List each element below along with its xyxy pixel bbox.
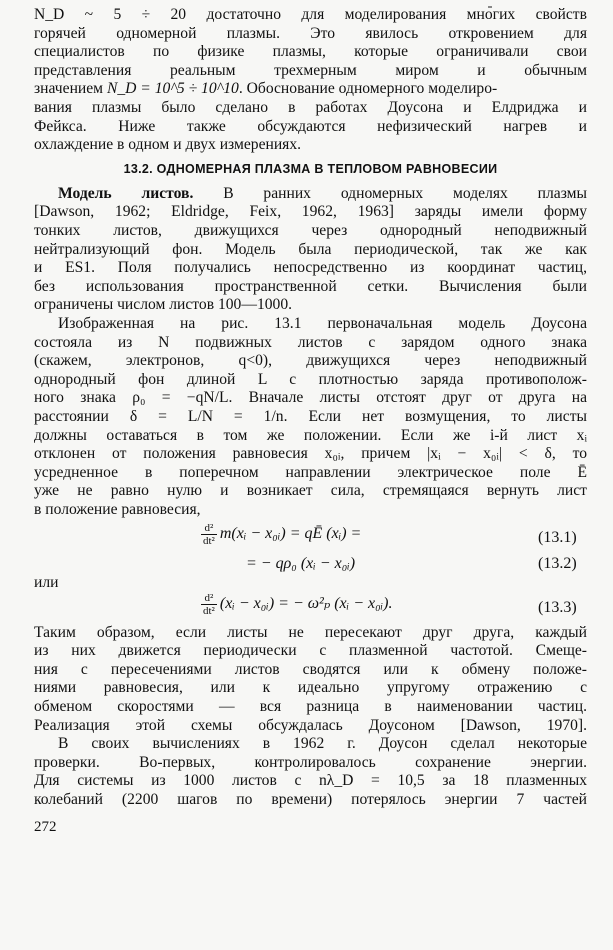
- para2-line1: [34, 185, 587, 204]
- equation-label-13-2: (13.2): [538, 554, 577, 572]
- para1-line5: [34, 80, 587, 99]
- para5-line4: колебаний (2200 шагов по времени) потерялось энергии 7 частей: [34, 791, 587, 808]
- para2-line6: без использования пространственной сетки. Вычисления были: [34, 277, 587, 295]
- para1-line8: охлаждение в одном и двух измерениях.: [34, 136, 302, 154]
- para1-line3: специалистов по физике плазмы, которые ограничивали свои: [34, 43, 587, 61]
- section-heading: 13.2. ОДНОМЕРНАЯ ПЛАЗМА В ТЕПЛОВОМ РАВНОВЕСИИ: [123, 161, 498, 176]
- para2-line3: тонких листов, движущихся через однородный неподвижный: [34, 222, 587, 239]
- equation-13-2: [246, 552, 355, 576]
- para2-line1-rest: В ранних одномерных моделях плазмы: [223, 184, 587, 202]
- para3-line7: должны оставаться в том же положении. Если же i-й лист xᵢ: [34, 426, 587, 444]
- para5-line1: В своих вычислениях в 1962 г. Доусон сделал некоторые: [58, 735, 587, 753]
- para1-line1: N_D ~ 5 ÷ 20 достаточно для моделирования многих свойств: [34, 6, 587, 23]
- para3-line3: (скажем, электронов, q<0), движущихся через неподвижный: [34, 352, 587, 370]
- equation-label-13-3: (13.3): [538, 598, 577, 616]
- para1-line7: Фейкса. Ниже также обсуждаются нефизический нагрев и: [34, 117, 587, 135]
- para4-line2: из них движется периодически с плазменной частотой. Смеще-: [34, 642, 587, 660]
- para3-line2: состояла из N подвижных листов с зарядом одного знака: [34, 333, 587, 351]
- para4-line5: обменом скоростями — вся разница в наименовании частиц.: [34, 698, 587, 715]
- para1-line6: вания плазмы было сделано в работах Доусона и Елдриджа и: [34, 99, 587, 116]
- eq3-frac-num: d²: [201, 592, 217, 605]
- equation-13-1: [201, 522, 361, 547]
- para4-line1: Таким образом, если листы не пересекают друг друга, каждый: [34, 623, 587, 641]
- eq3-frac-den: dt²: [203, 604, 215, 617]
- para1-line2: горячей одномерной плазмы. Это явилось откровением для: [34, 24, 587, 42]
- equation-13-3: [201, 592, 393, 617]
- eq1-frac-den: dt²: [203, 534, 215, 547]
- para3-line5: ного знака ρ₀ = −qN/L. Вначале листы отстоят друг от друга на: [34, 389, 587, 407]
- para1-line5-math: N_D = 10^5 ÷ 10^10: [106, 80, 239, 98]
- para3-line11: в положение равновесия,: [34, 501, 201, 518]
- eq3-body: (xᵢ − x₀ᵢ) = − ω²ₚ (xᵢ − x₀ᵢ).: [219, 594, 393, 612]
- eq1-fraction: [201, 522, 217, 547]
- para3-line9: усредненное в поперечном направлении электрическое поле Ē: [34, 463, 587, 481]
- para1-line5-text: значением: [34, 80, 104, 98]
- para3-line6: расстоянии δ = L/N = 1/n. Если нет возмущения, то листы: [34, 408, 587, 425]
- para2-line4: нейтрализующий фон. Модель была периодической, так же как: [34, 240, 587, 258]
- para2-line2: [Dawson, 1962; Eldridge, Feix, 1962, 1963] заряды имели форму: [34, 203, 587, 221]
- para4-line3: ния с пересечениями листов сводятся или к обмену положе-: [34, 660, 587, 678]
- para1-line4: представления реальным трехмерным миром и обычным: [34, 61, 587, 79]
- para3-line1: Изображенная на рис. 13.1 первоначальная модель Доусона: [58, 315, 587, 332]
- para4-line4: ниями равновесия, или к идеально упругому отражению с: [34, 679, 587, 697]
- para1-line5-rest: . Обоснование одномерного моделиро-: [238, 80, 498, 98]
- para3-line10: уже не равно нулю и возникает сила, стремящаяся вернуть лист: [34, 482, 587, 500]
- para4-line6: Реализация этой схемы обсуждалась Доусоном [Dawson, 1970].: [34, 716, 587, 734]
- para2-line5: и ES1. Поля получались непосредственно из координат частиц,: [34, 259, 587, 277]
- or-word: или: [34, 573, 59, 591]
- para3-line8: отклонен от положения равновесия x₀ᵢ, причем |xᵢ − x₀ᵢ| < δ, то: [34, 445, 587, 463]
- para3-line4: однородный фон длиной L с плотностью заряда противополож-: [34, 370, 587, 388]
- page-number: 272: [34, 818, 57, 835]
- para2-lead: Модель листов.: [58, 184, 194, 202]
- eq1-body: m(xᵢ − x₀ᵢ) = qĒ (xᵢ) =: [219, 524, 362, 542]
- eq3-fraction: [201, 592, 217, 617]
- para5-line3: Для системы из 1000 листов с nλ_D = 10,5 за 18 плазменных: [34, 772, 587, 790]
- para2-line7: ограничены числом листов 100—1000.: [34, 296, 293, 314]
- para5-line2: проверки. Во-первых, контролировалось сохранение энергии.: [34, 753, 587, 771]
- equation-label-13-1: (13.1): [538, 528, 577, 546]
- eq1-frac-num: d²: [201, 522, 217, 535]
- eq2-body: = − qρ₀ (xᵢ − x₀ᵢ): [246, 554, 356, 572]
